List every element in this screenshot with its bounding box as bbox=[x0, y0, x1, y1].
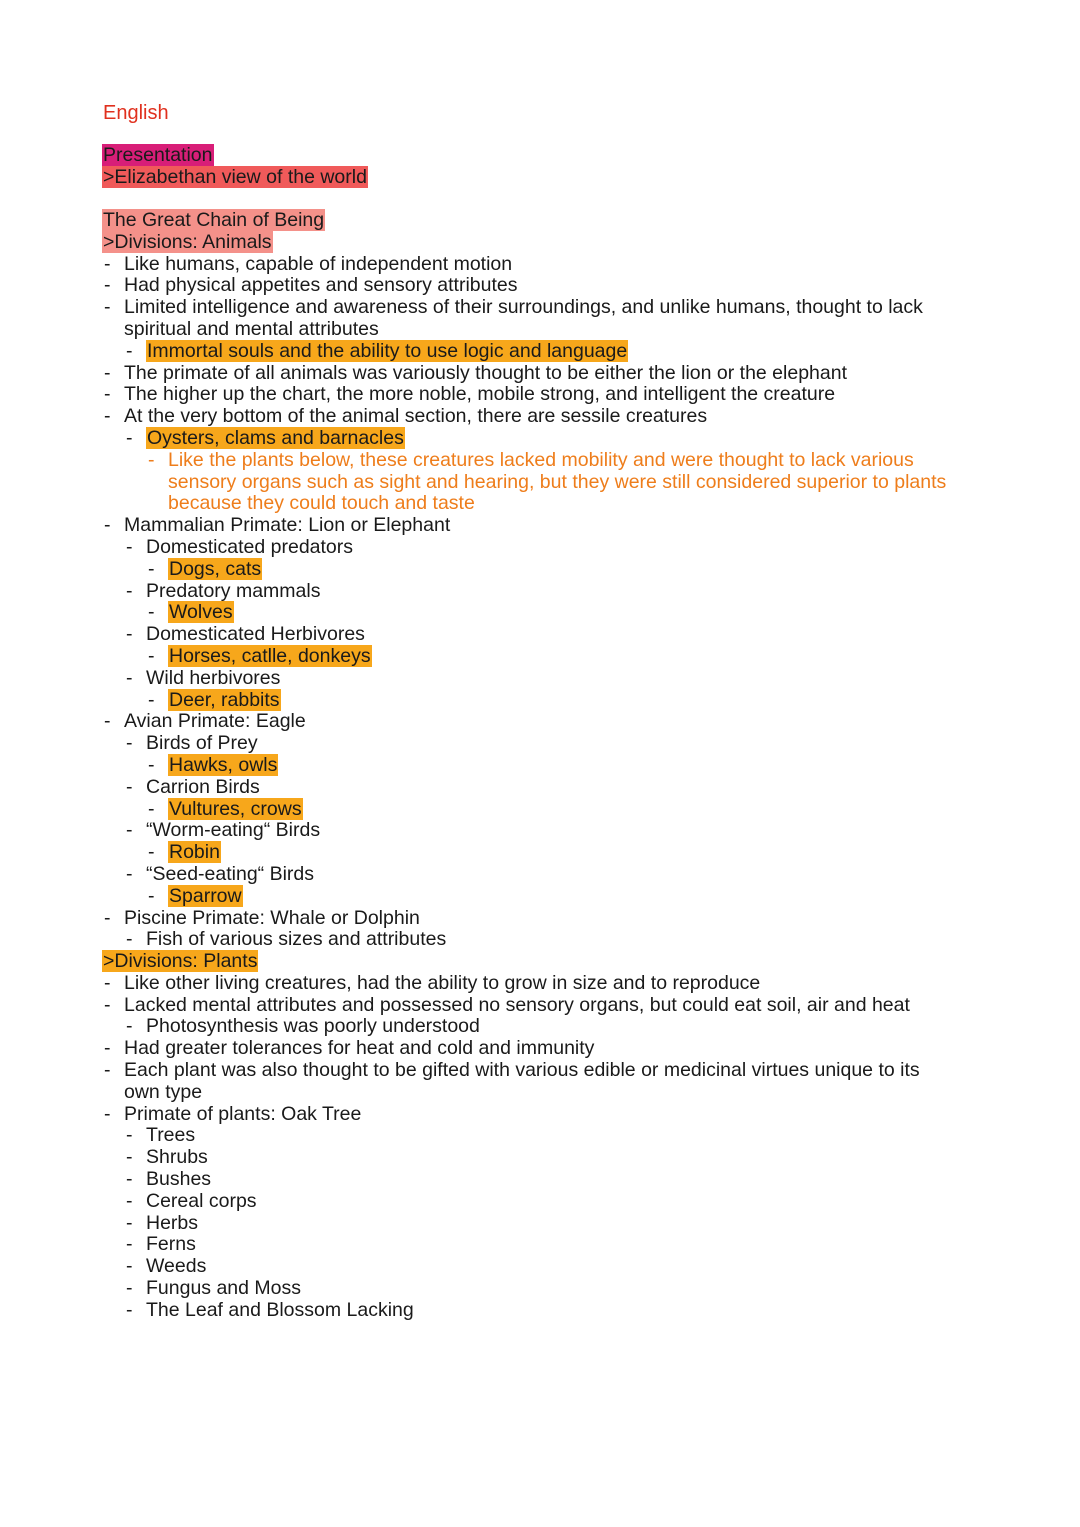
list-item: - Cereal corps bbox=[126, 1189, 257, 1212]
animals-heading: >Divisions: Animals bbox=[103, 230, 272, 253]
list-item: - Bushes bbox=[126, 1168, 212, 1191]
list-item: - Each plant was also thought to be gifted with various edible or medicinal virtues unique to its own type bbox=[104, 1059, 920, 1103]
list-item: - Dogs, cats bbox=[148, 557, 262, 580]
list-item: - “Worm-eating“ Birds bbox=[126, 819, 321, 842]
list-item: - Carrion Birds bbox=[126, 775, 260, 798]
list-item: - Piscine Primate: Whale or Dolphin bbox=[104, 906, 420, 929]
presentation-subtitle: >Elizabethan view of the world bbox=[103, 165, 367, 188]
list-item: - At the very bottom of the animal section, there are sessile creatures bbox=[104, 405, 708, 428]
list-item: - Had physical appetites and sensory attributes bbox=[104, 274, 518, 297]
plants-heading: >Divisions: Plants bbox=[103, 950, 258, 973]
presentation-label: Presentation bbox=[103, 144, 213, 166]
list-item: - The higher up the chart, the more noble, mobile strong, and intelligent the creature bbox=[104, 383, 836, 406]
list-item: - Lacked mental attributes and possessed no sensory organs, but could eat soil, air and heat bbox=[104, 993, 910, 1016]
list-item: - Oysters, clams and barnacles bbox=[126, 426, 404, 449]
list-item: - Like other living creatures, had the ability to grow in size and to reproduce bbox=[104, 971, 761, 994]
list-item: - Trees bbox=[126, 1124, 196, 1147]
list-item: - Robin bbox=[148, 841, 220, 864]
list-item: - Deer, rabbits bbox=[148, 688, 280, 711]
list-item: - Herbs bbox=[126, 1211, 199, 1234]
list-item: - “Seed-eating“ Birds bbox=[126, 862, 314, 885]
list-item: - Had greater tolerances for heat and cold and immunity bbox=[104, 1037, 595, 1060]
list-item: - Immortal souls and the ability to use logic and language bbox=[126, 339, 628, 362]
list-item: - Mammalian Primate: Lion or Elephant bbox=[104, 514, 451, 537]
list-item: - Avian Primate: Eagle bbox=[104, 710, 306, 733]
list-item: - Sparrow bbox=[148, 884, 242, 907]
list-item: - Weeds bbox=[126, 1255, 207, 1278]
list-item: - Hawks, owls bbox=[148, 753, 278, 776]
list-item: - Fish of various sizes and attributes bbox=[126, 928, 447, 951]
page-title: English bbox=[103, 102, 169, 124]
list-item: - Domesticated predators bbox=[126, 535, 354, 558]
orange-note: - Like the plants below, these creatures lacked mobility and were thought to lack various sensory organs such as sight and hearing, but they were still considered superior to plants because they could touch and taste bbox=[148, 448, 947, 515]
list-item: - Domesticated Herbivores bbox=[126, 623, 365, 646]
list-item: - Shrubs bbox=[126, 1146, 208, 1169]
list-item: - Fungus and Moss bbox=[126, 1277, 302, 1300]
list-item: - Vultures, crows bbox=[148, 797, 302, 820]
list-item: - Horses, catlle, donkeys bbox=[148, 644, 371, 667]
list-item: - Limited intelligence and awareness of their surroundings, and unlike humans, thought to lack spiritual and mental attributes bbox=[104, 296, 923, 340]
chain-heading: The Great Chain of Being bbox=[103, 209, 325, 231]
list-item: - Predatory mammals bbox=[126, 579, 321, 602]
list-item: - Ferns bbox=[126, 1233, 196, 1256]
list-item: - Birds of Prey bbox=[126, 732, 258, 755]
list-item: - Wolves bbox=[148, 601, 233, 624]
list-item: - The primate of all animals was variously thought to be either the lion or the elephant bbox=[104, 361, 847, 384]
presentation-section bbox=[102, 145, 1002, 189]
list-item: - Like humans, capable of independent motion bbox=[104, 252, 513, 275]
list-item: - The Leaf and Blossom Lacking bbox=[126, 1298, 414, 1321]
chain-section bbox=[102, 210, 1002, 1322]
list-item: - Primate of plants: Oak Tree bbox=[104, 1102, 362, 1125]
list-item: - Wild herbivores bbox=[126, 666, 281, 689]
list-item: - Photosynthesis was poorly understood bbox=[126, 1015, 480, 1038]
